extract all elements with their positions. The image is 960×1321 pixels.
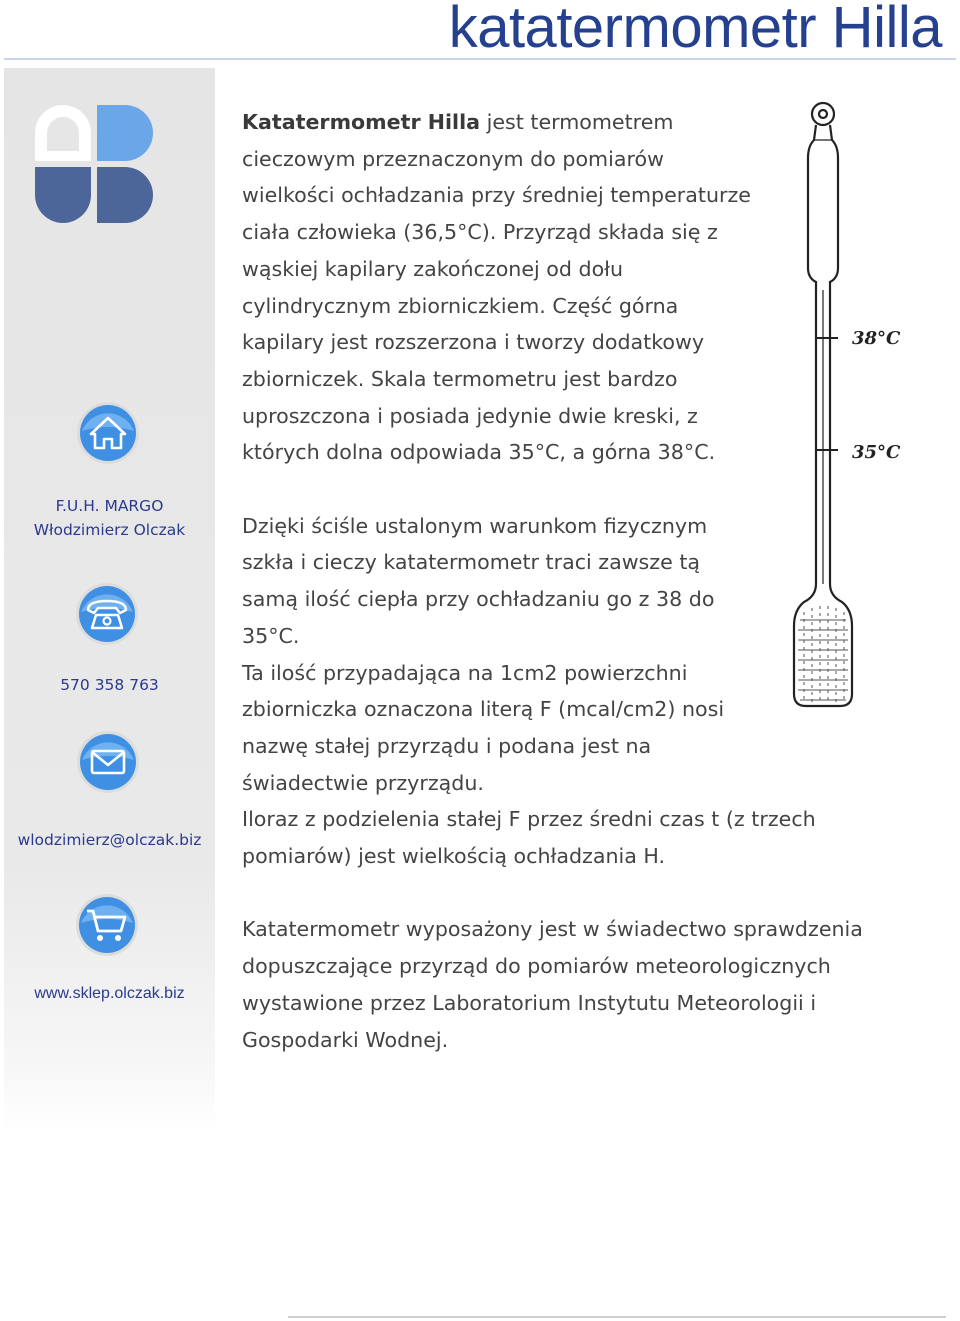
katathermometer-illustration <box>782 100 912 712</box>
page-title: katatermometr Hilla <box>448 0 942 60</box>
footer-divider <box>288 1316 946 1318</box>
company-name: F.U.H. MARGO <box>55 497 164 515</box>
intro-paragraph <box>242 104 762 471</box>
home-icon[interactable] <box>76 401 140 465</box>
scale-label-38: 38°C <box>852 328 901 349</box>
paragraph-heat-loss: Dzięki ściśle ustalonym warunkom fizycznym szkła i cieczy katatermometr traci zawsze tą samą ilość ciepła przy ochładzaniu go z 38 do 35°C. <box>242 513 715 648</box>
company-owner: Włodzimierz Olczak <box>33 521 186 539</box>
product-name: Katatermometr Hilla <box>242 110 481 134</box>
paragraph-constant: Ta ilość przypadająca na 1cm2 powierzchni zbiorniczka oznaczona literą F (mcal/cm2) nosi nazwę stałej przyrządu i podana jest na świadectwie przyrządu. <box>242 660 725 795</box>
title-divider <box>4 58 956 60</box>
phone-icon[interactable] <box>75 582 139 646</box>
cart-icon[interactable] <box>75 893 139 957</box>
intro-text: jest termometrem cieczowym przeznaczonym do pomiarów wielkości ochładzania przy średniej temperaturze ciała człowieka (36,5°C). Przyrząd składa się z wąskiej kapilary zakończonej od dołu cylindrycznym zbiorniczkiem. Część górna kapilary jest rozszerzona i tworzy dodatkowy zbiorniczek. Skala termometru jest bardzo uproszczona i posiada jedynie dwie kreski, z których dolna odpowiada 35°C, a górna 38°C. <box>242 110 751 465</box>
phone-number[interactable]: 570 358 763 <box>60 676 159 694</box>
paragraph-cooling: Iloraz z podzielenia stałej F przez średni czas t (z trzech pomiarów) jest wielkością ochładzania H. <box>242 807 816 869</box>
paragraph-certificate: Katatermometr wyposażony jest w świadectwo sprawdzenia dopuszczające przyrząd do pomiarów meteorologicznych wystawione przez Laboratorium Instytutu Meteorologii i Gospodarki Wodnej. <box>242 917 863 1052</box>
email-link[interactable]: wlodzimierz@olczak.biz <box>17 831 202 849</box>
mail-icon[interactable] <box>76 730 140 794</box>
company-logo <box>35 105 153 223</box>
scale-label-35: 35°C <box>852 442 901 463</box>
shop-link[interactable]: www.sklep.olczak.biz <box>34 985 185 1002</box>
